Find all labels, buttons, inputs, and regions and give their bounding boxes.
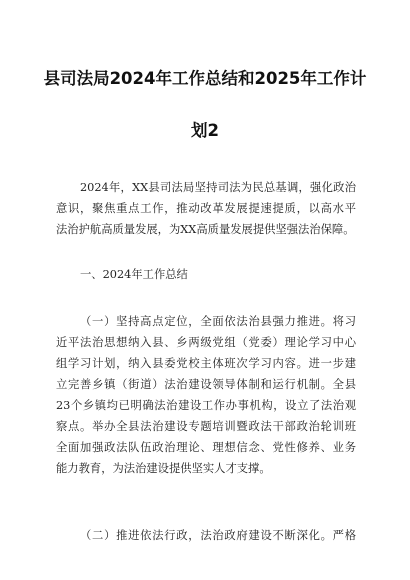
item-1-line: 立完善乡镇（街道）法治建设领导体制和运行机制。全县	[56, 378, 356, 391]
intro-paragraph	[56, 177, 356, 240]
section-heading-text: 一、2024年工作总结	[80, 268, 188, 281]
document-title-line-1: 县司法局2024年工作总结和2025年工作计	[43, 69, 367, 88]
intro-line: 2024年，XX县司法局坚持司法为民总基调，强化政治	[80, 181, 356, 194]
item-2-paragraph	[56, 525, 356, 546]
item-1-line: 组学习计划，纳入县委党校主体班次学习内容。进一步建	[56, 357, 356, 370]
item-1-line: （一）坚持高点定位，全面依法治县强力推进。将习	[80, 315, 356, 328]
document-title-line-2: 划2	[191, 121, 219, 140]
section-heading	[56, 264, 356, 285]
intro-line: 意识，聚焦重点工作，推动改革发展提速提质，以高水平	[56, 202, 356, 215]
item-1-line: 能力教育，为法治建设提供坚实人才支撑。	[56, 462, 271, 475]
intro-line: 法治护航高质量发展，为XX高质量发展提供坚强法治保障。	[56, 223, 355, 236]
item-1-line: 23个乡镇均已明确法治建设工作办事机构，设立了法治观	[56, 399, 356, 412]
item-1-paragraph	[56, 311, 356, 479]
item-1-line: 近平法治思想纳入县、乡两级党组（党委）理论学习中心	[56, 336, 356, 349]
item-1-line: 全面加强政法队伍政治理论、理想信念、党性修养、业务	[56, 441, 356, 454]
item-1-line: 察点。举办全县法治建设专题培训暨政法干部政治轮训班	[56, 420, 356, 433]
item-2-line: （二）推进依法行政，法治政府建设不断深化。严格	[80, 529, 356, 542]
